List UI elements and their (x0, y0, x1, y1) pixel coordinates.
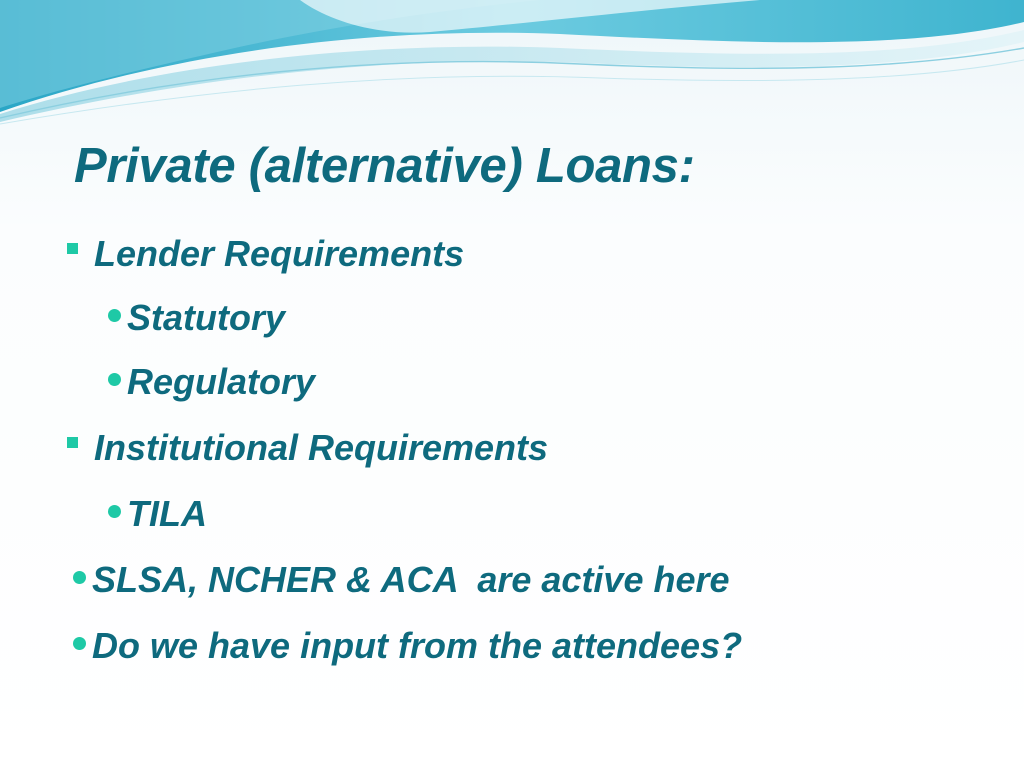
list-item-text: Institutional Requirements (94, 427, 549, 468)
list-item-text: Do we have input from the attendees? (92, 625, 743, 666)
round-bullet-icon (108, 309, 121, 322)
list-item-text: Lender Requirements (94, 233, 465, 274)
list-item-lender-requirements (67, 234, 464, 274)
square-bullet-icon (67, 437, 78, 448)
list-item-tila (108, 494, 207, 534)
list-item-regulatory (108, 362, 315, 402)
slide-title: Private (alternative) Loans: (74, 139, 695, 193)
round-bullet-icon (108, 505, 121, 518)
list-item-institutional-requirements (67, 428, 548, 468)
list-item-input-from-attendees (73, 626, 742, 666)
list-item-statutory (108, 298, 285, 338)
round-bullet-icon (73, 637, 86, 650)
round-bullet-icon (73, 571, 86, 584)
round-bullet-icon (108, 373, 121, 386)
decorative-wave (0, 0, 1024, 130)
list-item-text: SLSA, NCHER & ACA are active here (92, 559, 730, 600)
list-item-text: Regulatory (127, 361, 316, 402)
list-item-text: Statutory (127, 297, 286, 338)
list-item-text: TILA (127, 493, 207, 534)
square-bullet-icon (67, 243, 78, 254)
list-item-slsa-ncher-aca (73, 560, 730, 600)
